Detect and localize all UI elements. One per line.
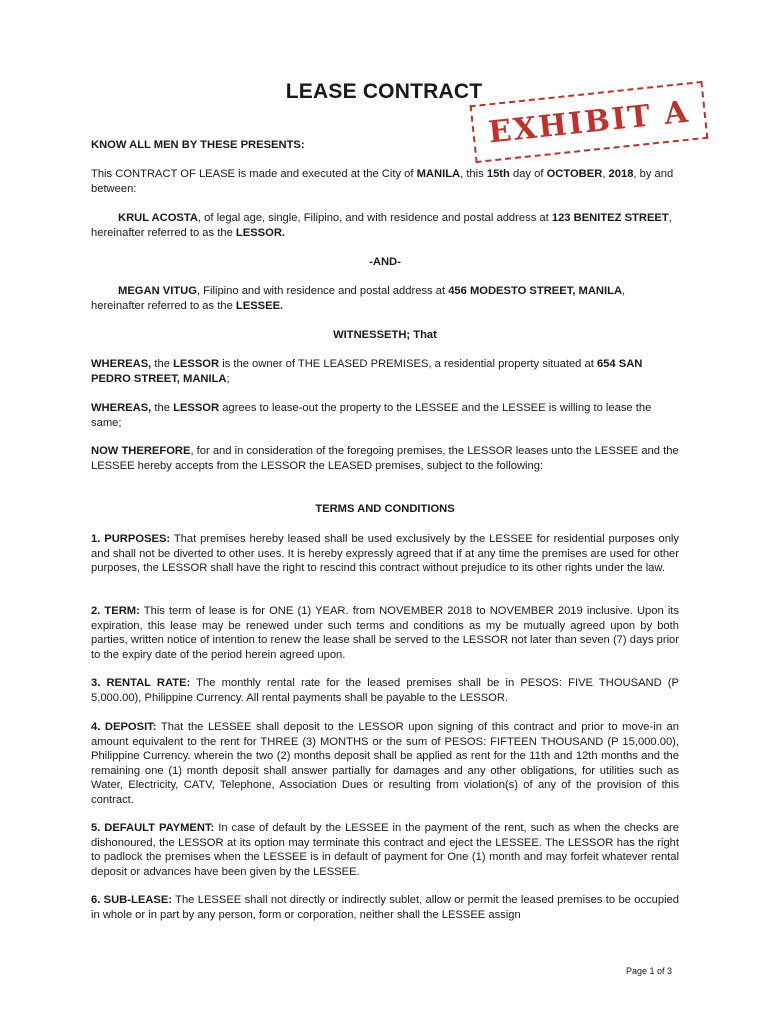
section-default-payment: 5. DEFAULT PAYMENT: In case of default by the LESSEE in the payment of the rent, such as when the checks are dishonoured, the LESSOR at its option may terminate this contract and eject the LESSEE. The LESSOR has the right to padlock the premises when the LESSEE is in default of payment for One (1) month and may forfeit whatever rental deposit or advances have been given by the LESSEE. — [91, 822, 679, 878]
section-purposes: 1. PURPOSES: That premises hereby leased shall be used exclusively by the LESSEE for residential purposes only and shall not be diverted to other uses. It is hereby expressly agreed that if at any time the premises are used for other purposes, the LESSOR shall have the right to rescind this contract without prejudice to its other rights under the law. — [91, 533, 679, 575]
section-term: 2. TERM: This term of lease is for ONE (1) YEAR. from NOVEMBER 2018 to NOVEMBER 2019 inclusive. Upon its expiration, this lease may be renewed under such terms and conditions as my be mutually agreed upon by both parties, written notice of intention to renew the lease shall be served to the LESSOR not later than seven (7) days prior to the expiry date of the period herein agreed upon. — [91, 605, 680, 661]
page-number: Page 1 of 3 — [626, 966, 673, 976]
section-rental-rate: 3. RENTAL RATE: The monthly rental rate for the leased premises shall be in PESOS: FIVE THOUSAND (P 5,000.00), Philippine Currency. All rental payments shall be payable to the LESSOR. — [91, 677, 679, 704]
lessor-paragraph: KRUL ACOSTA, of legal age, single, Filipino, and with residence and postal address at 123 BENITEZ STREET, hereinafter referred to as the LESSOR. — [91, 212, 672, 239]
whereas-paragraph-1: WHEREAS, the LESSOR is the owner of THE LEASED PREMISES, a residential property situated at 654 SAN PEDRO STREET, MANILA; — [91, 358, 643, 385]
whereas-paragraph-2: WHEREAS, the LESSOR agrees to lease-out the property to the LESSEE and the LESSEE is willing to lease the same; — [91, 402, 652, 429]
section-deposit: 4. DEPOSIT: That the LESSEE shall deposit to the LESSOR upon signing of this contract and prior to move-in an amount equivalent to the rent for THREE (3) MONTHS or the sum of PESOS: FIFTEEN THOUSAND (P 15,000.00), Philippine Currency. wherein the two (2) months deposit shall be applied as rent for the 11th and 12th months and the remaining one (1) month deposit shall answer partially for damages and any other obligations, for utilities such as Water, Electricity, CATV, Telephone, Association Dues or resulting from violation(s) of any of the provision of this contract. — [91, 721, 679, 806]
terms-heading: TERMS AND CONDITIONS — [315, 503, 455, 515]
now-therefore-paragraph: NOW THEREFORE, for and in consideration of the foregoing premises, the LESSOR leases unto the LESSEE and the LESSEE hereby accepts from the LESSOR the LEASED premises, subject to the following: — [91, 445, 679, 472]
document-title: LEASE CONTRACT — [285, 80, 483, 103]
know-all-heading: KNOW ALL MEN BY THESE PRESENTS: — [91, 139, 305, 151]
intro-paragraph: This CONTRACT OF LEASE is made and executed at the City of MANILA, this 15th day of OCTOBER, 2018, by and between: — [91, 168, 674, 195]
witnesseth-heading: WITNESSETH; That — [333, 329, 437, 341]
and-separator: -AND- — [369, 256, 401, 268]
section-sub-lease: 6. SUB-LEASE: The LESSEE shall not directly or indirectly sublet, allow or permit the leased premises to be occupied in whole or in part by any person, form or corporation, neither shall the LESSEE assign — [91, 894, 679, 921]
lessee-paragraph: MEGAN VITUG, Filipino and with residence and postal address at 456 MODESTO STREET, MANILA, hereinafter referred to as the LESSEE. — [91, 285, 626, 312]
exhibit-stamp-text: EXHIBIT A — [486, 94, 692, 150]
